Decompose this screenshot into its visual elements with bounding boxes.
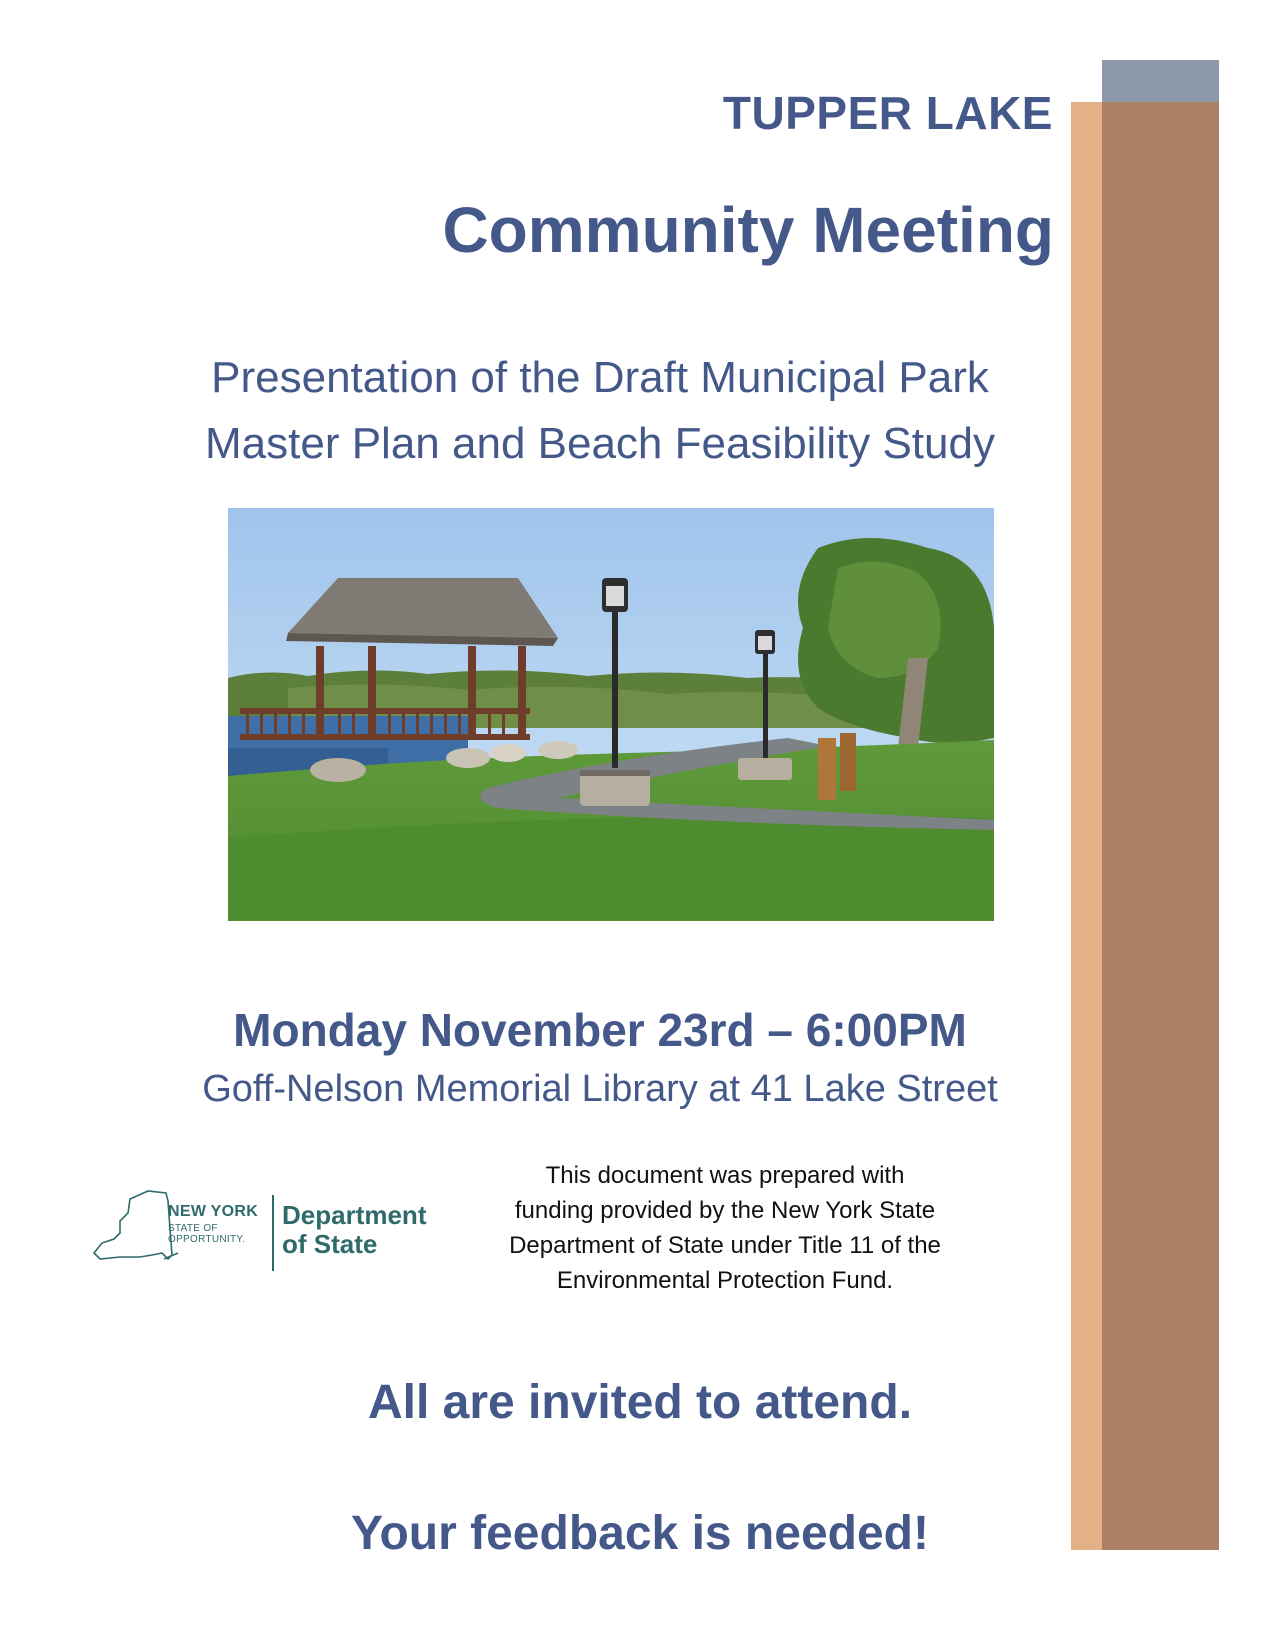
logo-department: [282, 1201, 426, 1259]
logo-divider: [272, 1195, 274, 1271]
subtitle-line-2: Master Plan and Beach Feasibility Study: [205, 419, 995, 468]
new-york-state-outline-icon: [90, 1185, 180, 1275]
funding-line-2: funding provided by the New York State: [514, 1197, 936, 1224]
funding-line-4: Environmental Protection Fund.: [556, 1267, 894, 1294]
feedback-text: Your feedback is needed!: [351, 1507, 929, 1560]
funding-statement: [470, 1158, 980, 1298]
logo-department-line-1: Department: [282, 1200, 427, 1230]
ny-department-of-state-logo: [90, 1185, 450, 1275]
logo-department-line-2: of State: [282, 1229, 378, 1259]
funding-line-1: This document was prepared with: [545, 1162, 905, 1189]
logo-opportunity-text: OPPORTUNITY.: [168, 1234, 246, 1245]
subtitle: [140, 345, 1060, 477]
subtitle-line-1: Presentation of the Draft Municipal Park: [211, 353, 989, 402]
town-heading: TUPPER LAKE: [722, 87, 1053, 139]
decorative-bar-brown: [1102, 102, 1219, 1550]
decorative-bar-slate: [1102, 60, 1219, 102]
event-location: Goff-Nelson Memorial Library at 41 Lake Street: [202, 1068, 998, 1110]
logo-ny-text: NEW YORK: [168, 1203, 259, 1220]
logo-state-of-text: STATE OF: [168, 1223, 218, 1234]
park-photo: [228, 508, 994, 921]
event-date-time: Monday November 23rd – 6:00PM: [233, 1004, 967, 1056]
invite-text: All are invited to attend.: [367, 1376, 913, 1429]
page-title: Community Meeting: [442, 194, 1054, 266]
funding-line-3: Department of State under Title 11 of the: [509, 1232, 941, 1259]
